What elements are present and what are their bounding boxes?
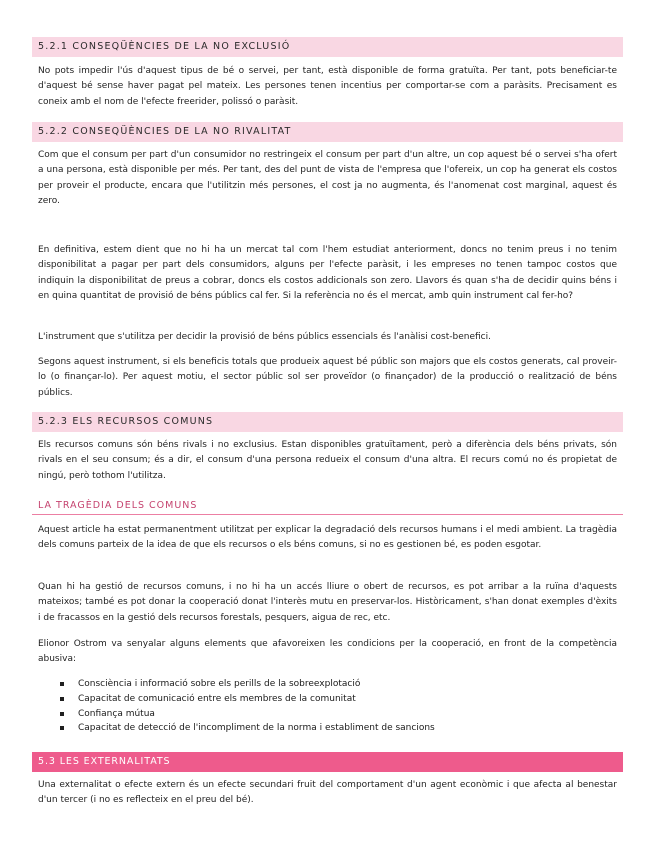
paragraph-common-resources: Els recursos comuns són béns rivals i no exclusius. Estan disponibles gratuïtament, però a diferència dels béns privats, són rivals en el seu consum; és a dir, el consum d'una persona redueix el consum d'una altra. El recurs comú no és propietat de ningú, però tothom l'utilitza. bbox=[38, 440, 617, 481]
section-heading-5-2-3: 5.2.3 ELS RECURSOS COMUNS bbox=[32, 412, 623, 432]
paragraph-cost-benefit-instrument: L'instrument que s'utilitza per decidir la provisió de béns públics essencials és l'anàlisi cost-benefici. bbox=[38, 332, 491, 342]
subsection-heading-tragedy-commons: LA TRAGÈDIA DELS COMUNS bbox=[32, 497, 623, 515]
paragraph-tragedy-management: Quan hi ha gestió de recursos comuns, i no hi ha un accés lliure o obert de recursos, es pot arribar a la ruïna d'aquests mateixos; també es pot donar la cooperació donat l'interès mutu en preservar-los. Històricament, s'han donat exemples d'èxits i de fracassos en la gestió dels recursos forestals, pesquers, aigua de rec, etc. bbox=[38, 582, 617, 623]
paragraph-no-exclusion: No pots impedir l'ús d'aquest tipus de bé o servei, per tant, està disponible de forma gratuïta. Per tant, pots beneficiar-te d'aquest bé sense haver pagat pel mateix. Les persones tenen incentius per comportar-se com a paràsits. Precisament es coneix amb el nom de l'efecte freerider, polissó o paràsit. bbox=[38, 66, 617, 107]
bullet-icon bbox=[60, 712, 64, 716]
paragraph-ostrom: Elionor Ostrom va senyalar alguns elements que afavoreixen les condicions per la cooperació, en front de la competència abusiva: bbox=[38, 639, 617, 665]
paragraph-no-rivalry: Com que el consum per part d'un consumidor no restringeix el consum per part d'un altre, un cop aquest bé o servei s'ha ofert a una persona, està disponible per més. Per tant, des del punt de vista de l'empresa que l'ofereix, un cop ha generat els costos per proveir el producte, encara que l'utilitzin més persones, el cost ja no augmenta, és l'anomenat cost marginal, aquest és zero. bbox=[38, 150, 617, 207]
list-item: Confiança mútua bbox=[58, 707, 598, 722]
section-heading-5-2-2: 5.2.2 CONSEQÜÈNCIES DE LA NO RIVALITAT bbox=[32, 122, 623, 142]
list-item: Capacitat de detecció de l'incompliment de la norma i establiment de sancions bbox=[58, 721, 598, 736]
bullet-icon bbox=[60, 697, 64, 701]
list-item: Consciència i informació sobre els perills de la sobreexplotació bbox=[58, 677, 598, 692]
bullet-icon bbox=[60, 726, 64, 730]
section-heading-5-2-1: 5.2.1 CONSEQÜÈNCIES DE LA NO EXCLUSIÓ bbox=[32, 37, 623, 57]
paragraph-externalities: Una externalitat o efecte extern és un efecte secundari fruit del comportament d'un agent econòmic i que afecta al benestar d'un tercer (i no es reflecteix en el preu del bé). bbox=[38, 780, 617, 806]
paragraph-cost-benefit-rule: Segons aquest instrument, si els beneficis totals que produeix aquest bé públic son majors que els costos generats, cal proveir-lo (o finançar-lo). Per aquest motiu, el sector públic sol ser proveïdor (o finançador) de la producció o realització de béns públics. bbox=[38, 357, 617, 398]
section-heading-5-3: 5.3 LES EXTERNALITATS bbox=[32, 752, 623, 772]
bullet-icon bbox=[60, 682, 64, 686]
paragraph-market-conclusion: En definitiva, estem dient que no hi ha un mercat tal com l'hem estudiat anteriorment, doncs no tenim preus i no tenim disponibilitat a pagar per part dels consumidors, alguns per l'efecte paràsit, i les empreses no tenen tampoc costos que indiquin la disponibilitat de preus a cobrar, doncs els costos addicionals son zero. Llavors és quan s'ha de decidir quins béns i en quina quantitat de provisió de béns públics cal fer. Si la referència no és el mercat, amb quin instrument cal fer-ho? bbox=[38, 245, 617, 302]
list-item: Capacitat de comunicació entre els membres de la comunitat bbox=[58, 692, 598, 707]
cooperation-conditions-list bbox=[58, 677, 598, 736]
paragraph-tragedy-intro: Aquest article ha estat permanentment utilitzat per explicar la degradació dels recursos humans i el medi ambient. La tragèdia dels comuns parteix de la idea de que els recursos o els béns comuns, si no es gestionen bé, es poden esgotar. bbox=[38, 525, 617, 551]
